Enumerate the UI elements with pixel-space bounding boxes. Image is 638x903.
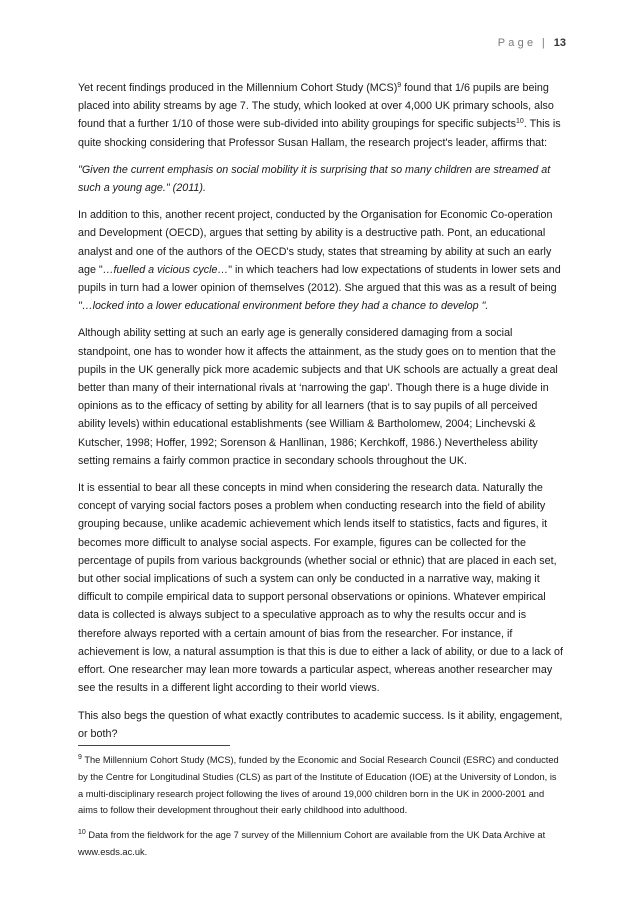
page-header [498, 37, 566, 49]
paragraph-text: found that 1/6 pupils are being placed into ability streams by age 7. The study, which looked at over 4,000 UK primary schools, also found that a further 1/10 of those were sub-divided into ability groupings for specific subjects [78, 82, 554, 131]
paragraph-ability-setting: Although ability setting at such an early age is generally considered damaging from a social standpoint, one has to wonder how it affects the attainment, as the study goes on to mention that the pupils in the UK generally pick more academic subjects and that UK schools are actually a great deal better than many of their international rivals at ‘narrowing the gap’. Though there is a huge divide in opinions as to the efficacy of setting by ability for all learners (that is to say pupils of all perceived ability levels) within educational establishments (see William & Bartholomew, 2004; Linchevski & Kutscher, 1998; Hoffer, 1992; Sorenson & Hanllinan, 1986; Kerchkoff, 1986.) Nevertheless ability setting remains a fairly common practice in secondary schools throughout the UK. [78, 327, 558, 467]
body-text [78, 79, 563, 752]
inline-quote: "…locked into a lower educational environment before they had a chance to develop ". [78, 300, 489, 313]
footnote-text: Data from the fieldwork for the age 7 survey of the Millennium Cohort are available from the UK Data Archive at www.esds.ac.uk. [78, 830, 546, 857]
header-separator: | [541, 37, 546, 49]
quote-text: "Given the current emphasis on social mobility it is surprising that so many children are streamed at such a young age." [78, 163, 551, 195]
paragraph-academic-success: This also begs the question of what exactly contributes to academic success. Is it ability, engagement, or both? [78, 709, 563, 740]
footnote-mark: 9 [78, 754, 82, 761]
paragraph-text: Yet recent findings produced in the Millennium Cohort Study (MCS) [78, 82, 398, 94]
footnote-mark: 10 [78, 829, 86, 837]
paragraph-research-data: It is essential to bear all these concepts in mind when considering the research data. Naturally the concept of varying social factors poses a problem when conducting research into the field of ability grouping because, unlike academic achievement which lends itself to statistics, facts and figures, it becomes more difficult to analyse social aspects. For example, figures can be collected for the percentage of pupils from various backgrounds (whether social or ethnic) that are placed in each set, but other social implications of such a system can only be conducted in a narrative way, making it difficult to compile empirical data to support personal observations or opinions. Whatever empirical data is collected is always subject to a speculative approach as to why the results occur and is therefore always reported with a certain amount of bias from the researcher. For instance, if achievement is low, a natural assumption is that this is due to either a lack of ability, or due to a lack of effort. One researcher may lean more towards a particular aspect, whereas another researcher may see the results in a different light according to their world views. [78, 482, 563, 695]
footnote-ref-10[interactable]: 10 [516, 118, 524, 126]
footnote-divider [78, 745, 230, 746]
page-label: Page [497, 37, 537, 49]
paragraph-text: . This is quite shocking considering that Professor Susan Hallam, the research project's leader, affirms that: [78, 118, 561, 149]
paragraph-text: In addition to this, another recent project, conducted by the Organisation for Economic Co-operation and Development (OECD), argues that setting by ability is a destructive path. Pont, an educational analyst and one of the authors of the OECD's study, states that streaming by ability at such an early age " [78, 209, 553, 276]
paragraph-oecd [78, 206, 563, 315]
footnote-text: The Millennium Cohort Study (MCS), funded by the Economic and Social Research Council (ESRC) and conducted by the Centre for Longitudinal Studies (CLS) as part of the Institute of Education (IOE) at the University of London, is a multi-disciplinary research project following the lives of around 19,000 children born in the UK in 2000-2001 and aims to follow their development throughout their early childhood into adulthood. [78, 755, 559, 816]
quote-citation: (2011). [169, 182, 206, 195]
paragraph-mcs-findings [78, 79, 563, 152]
inline-quote: …fuelled a vicious cycle… [102, 263, 229, 276]
paragraph-text: " in which teachers had low expectations of students in lower sets and pupils in turn had a lower opinion of themselves (2012). She argued that this was as a result of being [78, 263, 561, 295]
block-quote [78, 161, 563, 197]
footnote-9 [78, 752, 563, 819]
footnote-ref-9[interactable]: 9 [397, 82, 402, 89]
page-number: 13 [553, 37, 566, 49]
footnote-10 [78, 827, 563, 861]
footnotes [78, 752, 563, 869]
